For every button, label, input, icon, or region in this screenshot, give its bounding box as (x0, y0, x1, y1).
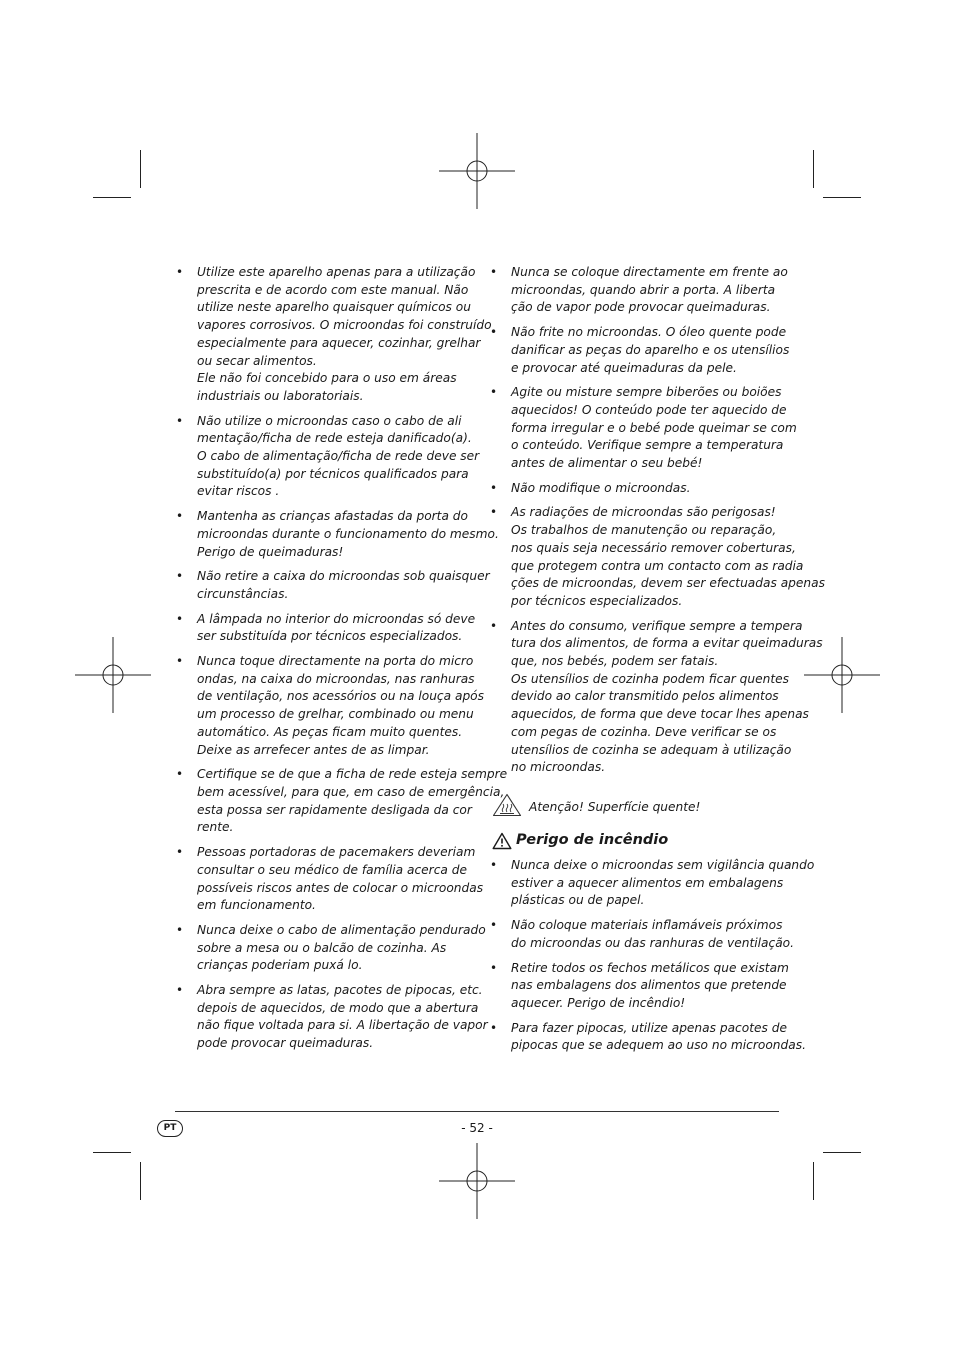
list-item-line: consultar o seu médico de família acerca de (197, 862, 467, 877)
list-item-line: pode provocar queimaduras. (197, 1036, 374, 1051)
list-item (176, 264, 492, 406)
list-item (176, 766, 508, 837)
list-item-line: • Para fazer pipocas, utilize apenas pacotes de (511, 1020, 787, 1035)
list-item-line: mentação/ficha de rede esteja danificado(a). (197, 431, 472, 446)
list-item-line: nas embalagens dos alimentos que pretende (511, 978, 787, 993)
list-item-line: estiver a aquecer alimentos em embalagens (511, 875, 784, 890)
list-item-line: circunstâncias. (197, 586, 289, 601)
fire-section-title: Perigo de incêndio (516, 831, 669, 848)
list-item-line: • Nunca toque directamente na porta do micro (197, 654, 474, 669)
crop-mark (140, 150, 141, 188)
list-item-line: o conteúdo. Verifique sempre a temperatura (511, 438, 784, 453)
list-item-line: crianças poderiam puxá lo. (197, 958, 363, 973)
list-item-line: aquecidos! O conteúdo pode ter aquecido de (511, 402, 787, 417)
list-item-line: sobre a mesa ou o balcão de cozinha. As (197, 940, 447, 955)
list-item-line: por técnicos especializados. (511, 593, 683, 608)
list-item-line: Os utensílios de cozinha podem ficar quentes (511, 671, 789, 686)
list-item-line: utensílios de cozinha se adequam à utilização (511, 742, 792, 757)
list-item (490, 480, 780, 498)
list-item-line: • Nunca deixe o cabo de alimentação pendurado (197, 922, 486, 937)
list-item-line: evitar riscos . (197, 484, 280, 499)
list-item-line: O cabo de alimentação/ficha de rede deve ser (197, 449, 480, 464)
list-item-line: • Não frite no microondas. O óleo quente pode (511, 325, 787, 340)
list-item-line: bem acessível, para que, em caso de emergência, (197, 784, 505, 799)
list-item-line: • Não modifique o microondas. (511, 480, 691, 495)
crop-mark (823, 197, 861, 198)
list-item-line: pipocas que se adequem ao uso no microondas. (511, 1038, 806, 1053)
list-item (176, 982, 488, 1053)
fire-safety-list (490, 857, 815, 1055)
list-item-line: danificar as peças do aparelho e os utensílios (511, 342, 790, 357)
crop-mark (93, 197, 131, 198)
list-item-line: substituído(a) por técnicos qualificados para (197, 466, 469, 481)
left-column (176, 264, 508, 1060)
list-item-line: forma irregular e o bebé pode queimar se com (511, 420, 797, 435)
list-item (176, 922, 486, 975)
list-item-line: prescrita e de acordo com este manual. Não (197, 282, 469, 297)
registration-mark-icon (75, 637, 151, 713)
list-item-line: • Nunca deixe o microondas sem vigilância quando (511, 857, 815, 872)
list-item (176, 413, 480, 502)
list-item-line: e provocar até queimaduras da pele. (511, 360, 737, 375)
list-item (176, 611, 476, 646)
list-item (176, 508, 499, 561)
list-item-line: de ventilação, nos acessórios ou na louça após (197, 689, 484, 704)
list-item-line: que protegem contra um contacto com as radia (511, 558, 804, 573)
list-item (490, 618, 823, 777)
page-number: - 52 - (461, 1121, 493, 1135)
crop-mark (813, 150, 814, 188)
crop-mark (140, 1162, 141, 1200)
list-item-line: • Retire todos os fechos metálicos que existam (511, 960, 789, 975)
footer-divider (175, 1111, 779, 1112)
list-item-line: • Pessoas portadoras de pacemakers deveriam (197, 845, 476, 860)
list-item-line: • Utilize este aparelho apenas para a utilização (197, 265, 476, 279)
list-item (176, 653, 484, 759)
list-item-line: • Antes do consumo, verifique sempre a tempera (511, 618, 803, 633)
hot-surface-icon (492, 793, 522, 817)
registration-mark-icon (439, 1143, 515, 1219)
list-item-line: • As radiações de microondas são perigosas! (511, 505, 776, 520)
list-item-line: possíveis riscos antes de colocar o microondas (197, 880, 484, 895)
list-item-line: aquecidos, de forma que deve tocar lhes apenas (511, 707, 809, 722)
crop-mark (823, 1152, 861, 1153)
right-column (490, 264, 825, 1062)
list-item-line: • Não retire a caixa do microondas sob quaisquer (197, 569, 490, 584)
crop-mark (93, 1152, 131, 1153)
list-item-line: • A lâmpada no interior do microondas só deve (197, 611, 476, 626)
list-item-line: ondas, na caixa do microondas, nas ranhuras (197, 671, 475, 686)
list-item-line: com pegas de cozinha. Deve verificar se os (511, 724, 777, 739)
list-item-line: automático. As peças ficam muito quentes. (197, 724, 463, 739)
list-item-line: rente. (197, 820, 234, 835)
list-item-line: devido ao calor transmitido pelos alimentos (511, 689, 779, 704)
list-item-line: microondas durante o funcionamento do mesmo. (197, 526, 499, 541)
hot-surface-warning (490, 793, 780, 819)
list-item-line: depois de aquecidos, de modo que a abertura (197, 1000, 479, 1015)
list-item-line: não fique voltada para si. A libertação de vapor (197, 1018, 488, 1033)
list-item (490, 504, 825, 610)
list-item (490, 264, 788, 317)
hot-surface-warning-text: Atenção! Superfície quente! (529, 799, 701, 814)
list-item (490, 857, 815, 910)
list-item-line: ções de microondas, devem ser efectuadas apenas (511, 576, 825, 591)
list-item (490, 1020, 806, 1055)
list-item-line: um processo de grelhar, combinado ou menu (197, 707, 474, 722)
list-item-line: ção de vapor pode provocar queimaduras. (511, 300, 771, 315)
list-item-line: no microondas. (511, 760, 606, 775)
list-item-line: ou secar alimentos. (197, 353, 317, 368)
list-item (490, 324, 790, 377)
list-item (490, 960, 789, 1013)
list-item-line: esta possa ser rapidamente desligada da cor (197, 802, 472, 817)
list-item-line: em funcionamento. (197, 898, 316, 913)
list-item (176, 568, 490, 603)
list-item-line: Deixe as arrefecer antes de as limpar. (197, 742, 430, 757)
list-item (176, 844, 484, 915)
list-item-line: tura dos alimentos, de forma a evitar queimaduras (511, 636, 823, 651)
list-item-line: Os trabalhos de manutenção ou reparação, (511, 523, 777, 538)
list-item-line: que, nos bebés, podem ser fatais. (511, 654, 719, 669)
safety-list-left (176, 264, 508, 1053)
list-item-line: Perigo de queimaduras! (197, 544, 344, 559)
list-item-line: • Certifique se de que a ficha de rede esteja sempre (197, 767, 508, 782)
list-item (490, 917, 795, 952)
list-item-line: • Abra sempre as latas, pacotes de pipocas, etc. (197, 983, 483, 998)
list-item-line: vapores corrosivos. O microondas foi construído (197, 318, 492, 333)
section-title (490, 831, 780, 853)
list-item-line: aquecer. Perigo de incêndio! (511, 995, 686, 1010)
list-item-line: • Não coloque materiais inflamáveis próximos (511, 918, 783, 933)
list-item (490, 384, 797, 473)
list-item-line: antes de alimentar o seu bebé! (511, 456, 703, 471)
list-item-line: ser substituída por técnicos especializados. (197, 629, 463, 644)
list-item-line: utilize neste aparelho quaisquer químicos ou (197, 300, 471, 315)
safety-list-right (490, 264, 825, 777)
list-item-line: • Mantenha as crianças afastadas da porta do (197, 509, 468, 524)
list-item-line: nos quais seja necessário remover coberturas, (511, 540, 796, 555)
list-item-line: • Nunca se coloque directamente em frente ao (511, 265, 788, 279)
registration-mark-icon (439, 133, 515, 209)
list-item-line: especialmente para aquecer, cozinhar, grelhar (197, 335, 481, 350)
crop-mark (813, 1162, 814, 1200)
warning-triangle-icon (492, 832, 512, 850)
list-item-line: plásticas ou de papel. (511, 893, 645, 908)
language-badge: PT (157, 1120, 183, 1137)
list-item-line: • Agite ou misture sempre biberões ou boiões (511, 385, 782, 400)
list-item-line: Ele não foi concebido para o uso em áreas (197, 371, 457, 386)
list-item-line: industriais ou laboratoriais. (197, 388, 364, 403)
list-item-line: microondas, quando abrir a porta. A liberta (511, 282, 776, 297)
list-item-line: • Não utilize o microondas caso o cabo de ali (197, 413, 462, 428)
list-item-line: do microondas ou das ranhuras de ventilação. (511, 935, 795, 950)
